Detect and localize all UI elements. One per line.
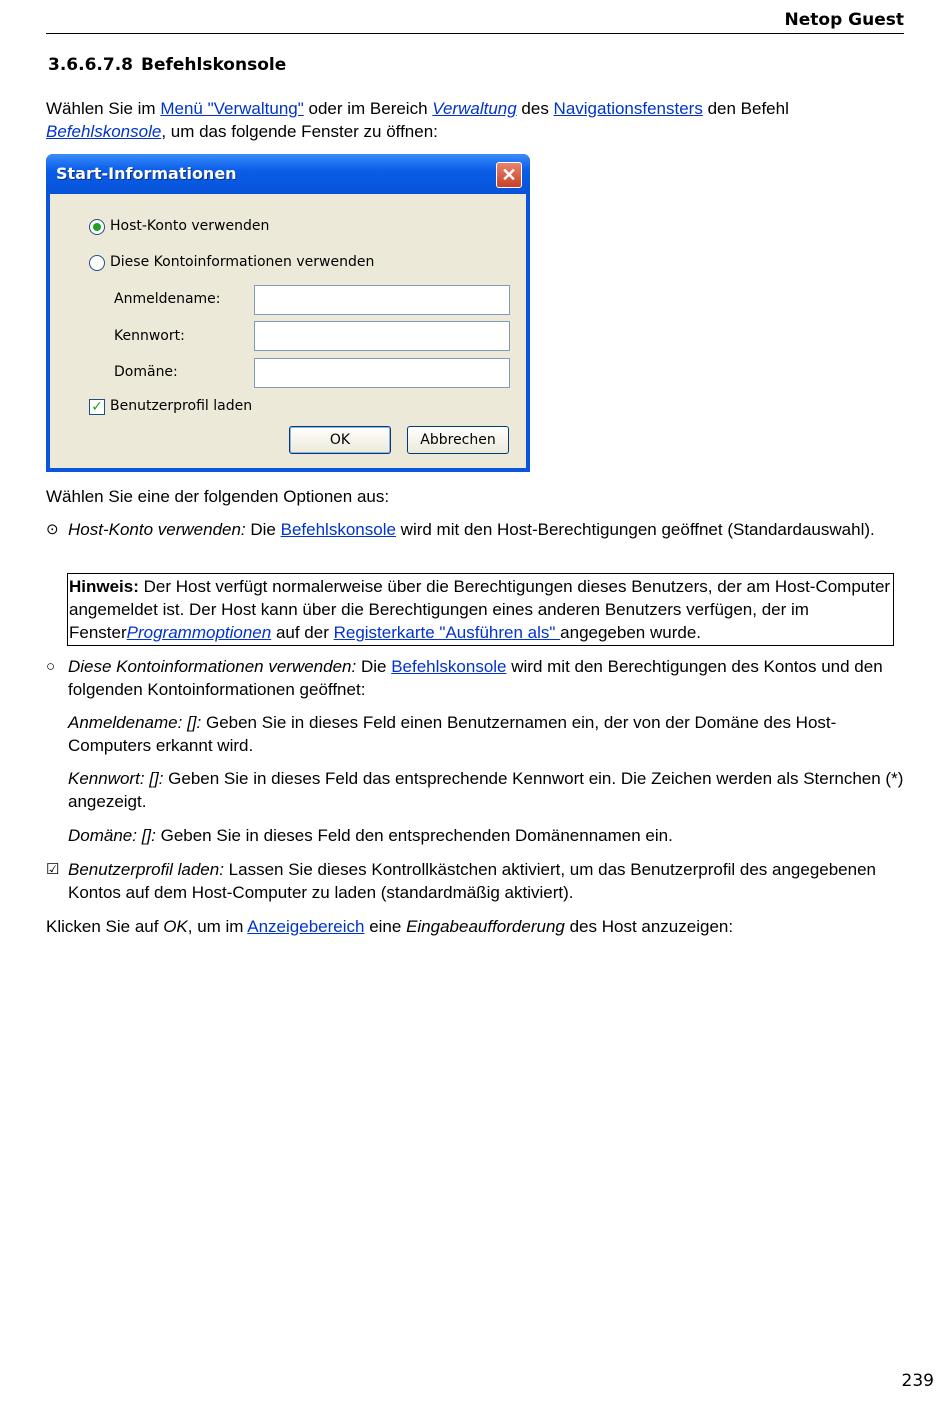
sub-term: Anmeldename: []: bbox=[68, 713, 202, 732]
intro-text: oder im Bereich bbox=[303, 99, 433, 118]
sub-text: Geben Sie in dieses Feld den entsprechenden Domänennamen ein. bbox=[155, 826, 673, 845]
option-account-info bbox=[68, 655, 904, 701]
intro-text: den Befehl bbox=[702, 99, 789, 118]
registerkarte-link[interactable]: Registerkarte "Ausführen als" bbox=[333, 623, 561, 642]
header-title: Netop Guest bbox=[784, 10, 904, 30]
final-term: Eingabeaufforderung bbox=[406, 917, 565, 936]
befehlskonsole-link[interactable]: Befehlskonsole bbox=[46, 122, 162, 141]
load-profile-label: Benutzerprofil laden bbox=[110, 398, 253, 414]
intro-text: Wählen Sie im bbox=[46, 99, 161, 118]
option-load-profile bbox=[68, 858, 904, 904]
final-text: Klicken Sie auf bbox=[46, 917, 164, 936]
page-header bbox=[46, 8, 904, 34]
option-text: wird mit den Berechtigungen des Kontos und den folgenden Kontoinformationen geöffnet: bbox=[68, 657, 883, 699]
verwaltung-link[interactable]: Verwaltung bbox=[432, 99, 517, 118]
host-account-radio[interactable] bbox=[89, 219, 105, 235]
option-text: Die bbox=[245, 520, 281, 539]
radio-on-icon: ⊙ bbox=[46, 521, 59, 538]
anzeigebereich-link[interactable]: Anzeigebereich bbox=[247, 917, 365, 936]
option-text: wird mit den Host-Berechtigungen geöffnet (Standardauswahl). bbox=[395, 520, 875, 539]
menu-verwaltung-link[interactable]: Menü "Verwaltung" bbox=[160, 99, 304, 118]
sub-term: Kennwort: []: bbox=[68, 769, 164, 788]
sub-term: Domäne: []: bbox=[68, 826, 156, 845]
note-text: angegeben wurde. bbox=[560, 623, 701, 642]
host-account-label: Host-Konto verwenden bbox=[110, 218, 270, 234]
checkbox-icon: ☑ bbox=[46, 861, 60, 878]
ok-button[interactable]: OK bbox=[289, 426, 391, 454]
sub-password bbox=[68, 767, 904, 813]
load-profile-checkbox[interactable]: ✓ bbox=[89, 399, 105, 415]
section-title: Befehlskonsole bbox=[140, 55, 287, 75]
password-label: Kennwort: bbox=[114, 328, 185, 344]
dialog-title: Start-Informationen bbox=[56, 164, 237, 183]
navigationsfenster-link[interactable]: Navigationsfensters bbox=[553, 99, 703, 118]
sub-login-name bbox=[68, 711, 904, 757]
login-name-label: Anmeldename: bbox=[114, 291, 221, 307]
sub-domain bbox=[68, 824, 904, 847]
final-text: des Host anzuzeigen: bbox=[564, 917, 734, 936]
option-host-account bbox=[68, 518, 904, 541]
befehlskonsole-link[interactable]: Befehlskonsole bbox=[391, 657, 507, 676]
final-paragraph bbox=[46, 915, 906, 938]
note-text: Der Host verfügt normalerweise über die Berechtigungen dieses Benutzers, der am Host-Computer angemeldet ist. Der Host kann über die Berechtigungen eines anderen Benutzers verfügen, der im Fenster bbox=[69, 577, 891, 642]
option-text: Lassen Sie dieses Kontrollkästchen aktiviert, um das Benutzerprofil des angegebenen Kontos auf dem Host-Computer zu laden (standardmäßig aktiviert). bbox=[68, 860, 876, 902]
final-text: , um im bbox=[187, 917, 248, 936]
note-text: auf der bbox=[271, 623, 334, 642]
section-heading bbox=[48, 55, 294, 75]
sub-text: Geben Sie in dieses Feld einen Benutzernamen ein, der von der Domäne des Host-Computers erkannt wird. bbox=[68, 713, 837, 755]
close-icon[interactable]: ✕ bbox=[496, 162, 522, 188]
note-box bbox=[67, 573, 894, 646]
cancel-button[interactable]: Abbrechen bbox=[407, 426, 509, 454]
login-name-field[interactable] bbox=[254, 285, 510, 315]
section-number: 3.6.6.7.8 bbox=[48, 55, 133, 75]
radio-off-icon: ○ bbox=[46, 658, 56, 675]
programmoptionen-link[interactable]: Programmoptionen bbox=[126, 623, 272, 642]
intro-text: , um das folgende Fenster zu öffnen: bbox=[161, 122, 438, 141]
options-intro: Wählen Sie eine der folgenden Optionen aus: bbox=[46, 487, 390, 506]
option-term: Host-Konto verwenden: bbox=[68, 520, 246, 539]
domain-label: Domäne: bbox=[114, 364, 178, 380]
befehlskonsole-link[interactable]: Befehlskonsole bbox=[280, 520, 396, 539]
account-info-radio[interactable] bbox=[89, 255, 105, 271]
domain-field[interactable] bbox=[254, 358, 510, 388]
dialog-titlebar bbox=[46, 154, 530, 194]
intro-text: des bbox=[516, 99, 554, 118]
dialog-body bbox=[50, 194, 526, 468]
password-field[interactable] bbox=[254, 321, 510, 351]
sub-text: Geben Sie in dieses Feld das entsprechende Kennwort ein. Die Zeichen werden als Sternchen (*) angezeigt. bbox=[68, 769, 904, 811]
account-info-label: Diese Kontoinformationen verwenden bbox=[110, 254, 375, 270]
intro-paragraph bbox=[46, 97, 906, 143]
option-term: Diese Kontoinformationen verwenden: bbox=[68, 657, 357, 676]
note-label: Hinweis: bbox=[69, 577, 139, 596]
start-informationen-dialog bbox=[46, 154, 530, 472]
option-text: Die bbox=[356, 657, 392, 676]
option-term: Benutzerprofil laden: bbox=[68, 860, 224, 879]
page-number: 239 bbox=[901, 1371, 934, 1391]
final-text: eine bbox=[364, 917, 407, 936]
final-term: OK bbox=[163, 917, 188, 936]
